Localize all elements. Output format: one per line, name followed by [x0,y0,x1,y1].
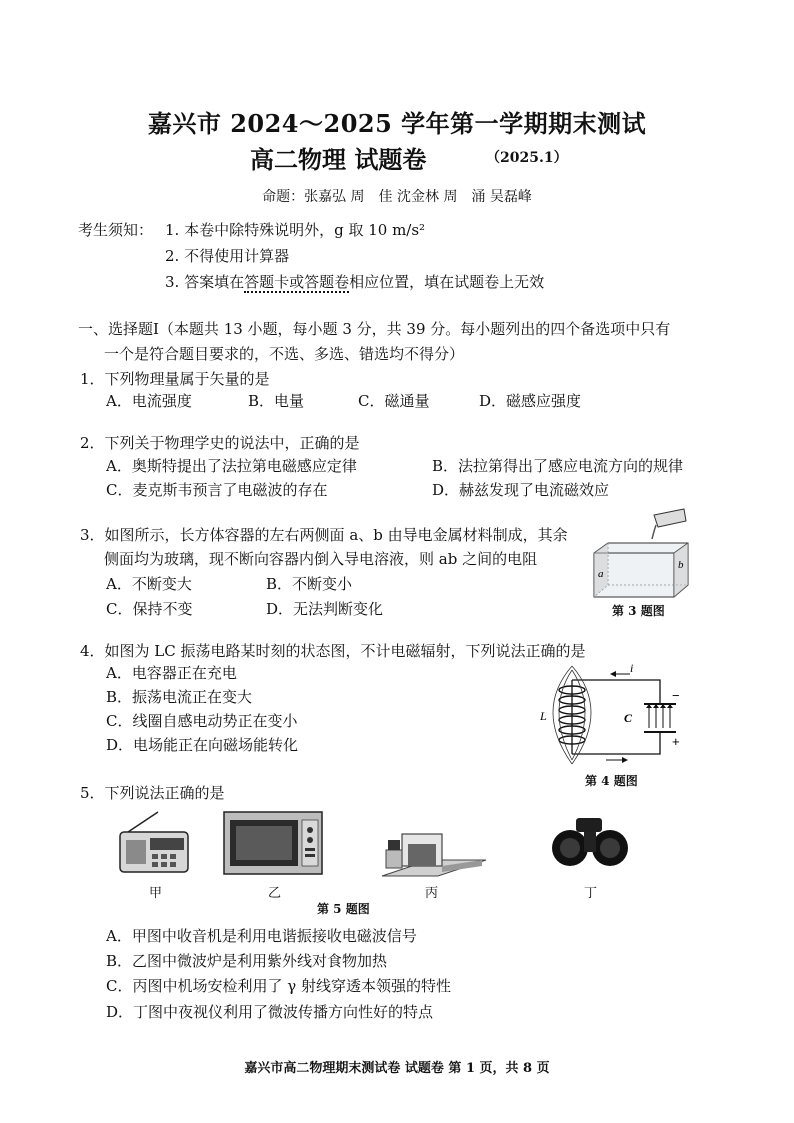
q3-stem-line2: 侧面均为玻璃，现不断向容器内倒入导电溶液，则 ab 之间的电阻 [104,550,538,568]
night-vision-goggles-icon [548,814,634,872]
q5-label-jia: 甲 [149,886,163,901]
page-footer: 嘉兴市高二物理期末测试卷 试题卷 第 1 页，共 8 页 [244,1061,550,1076]
night-vision-image [548,814,634,872]
authors-line: 命题：张嘉弘 周 佳 沈金林 周 涌 吴磊峰 [262,189,532,205]
rectangular-container-icon [594,543,688,597]
notice-item-3-pre: 3. 答案填在 [165,273,245,291]
current-label-i: i [630,661,634,675]
q5-option-a: A．甲图中收音机是利用电谐振接收电磁波信号 [106,927,417,945]
exam-title: 嘉兴市 2024～2025 学年第一学期期末测试 [147,109,647,138]
q1-option-d: D．磁感应强度 [479,392,582,410]
q2-option-d: D．赫兹发现了电流磁效应 [432,481,610,499]
q2-option-c: C．麦克斯韦预言了电磁波的存在 [106,481,328,499]
q5-option-c: C．丙图中机场安检利用了 γ 射线穿透本领强的特性 [106,977,451,995]
notice-label: 考生须知： [78,221,154,239]
capacitor-icon [644,704,676,732]
notice-item-1: 1. 本卷中除特殊说明外，g 取 10 m/s² [165,221,426,239]
notice-item-3-post: 相应位置，填在试题卷上无效 [349,273,545,291]
q5-label-bing: 丙 [425,886,439,901]
q5-option-d: D．丁图中夜视仪利用了微波传播方向性好的特点 [106,1003,434,1021]
security-scanner-image [378,820,488,886]
q3-option-b: B．不断变小 [266,575,353,593]
inductor-label-L: L [540,709,547,723]
notice-item-3 [165,271,544,292]
q4-option-d: D．电场能正在向磁场能转化 [106,736,299,754]
q4-stem: 4．如图为 LC 振荡电路某时刻的状态图，不计电磁辐射，下列说法正确的是 [80,642,586,660]
q4-caption: 第 4 题图 [585,774,638,788]
section-1-heading: 一、选择题Ⅰ（本题共 13 小题，每小题 3 分，共 39 分。每小题列出的四个备选项中只有 [78,320,671,338]
q2-option-b: B．法拉第得出了感应电流方向的规律 [432,457,684,475]
q1-option-c: C．磁通量 [358,392,430,410]
q1-option-b: B．电量 [248,392,305,410]
notice-item-2: 2. 不得使用计算器 [165,247,290,265]
capacitor-label-C: C [624,711,633,725]
q3-option-c: C．保持不变 [106,600,193,618]
q4-option-a: A．电容器正在充电 [106,664,237,682]
q3-label-b: b [678,559,684,571]
radio-icon [118,810,192,874]
q5-caption: 第 5 题图 [317,902,370,916]
microwave-image [222,808,326,878]
exam-date: （2025.1） [486,150,568,166]
notice-item-3-emphasis: 答题卡或答题卷 [244,273,350,291]
q4-figure-container [532,660,692,770]
q5-label-yi: 乙 [268,886,282,901]
q3-container-figure [588,505,698,615]
lc-circuit-figure [532,660,692,770]
pouring-beaker-icon [652,509,686,539]
q3-caption: 第 3 题图 [612,604,665,618]
capacitor-minus-sign: − [672,688,680,703]
section-1-heading-cont: 一个是符合题目要求的，不选、多选、错选均不得分） [104,345,465,363]
exam-subtitle: 高二物理 试题卷 [250,145,427,174]
q3-figure-container [588,505,698,615]
q2-option-a: A．奥斯特提出了法拉第电磁感应定律 [106,457,357,475]
q1-option-a: A．电流强度 [106,392,192,410]
q5-option-b: B．乙图中微波炉是利用紫外线对食物加热 [106,952,388,970]
radio-image [118,810,192,874]
q3-option-a: A．不断变大 [106,575,192,593]
q2-stem: 2．下列关于物理学史的说法中，正确的是 [80,434,360,452]
q3-option-d: D．无法判断变化 [266,600,384,618]
microwave-icon [222,808,326,878]
q1-stem: 1．下列物理量属于矢量的是 [80,370,270,388]
q3-label-a: a [598,568,604,580]
q4-option-c: C．线圈自感电动势正在变小 [106,712,298,730]
capacitor-plus-sign: + [672,734,680,749]
xray-scanner-icon [378,820,488,886]
q5-label-ding: 丁 [584,886,598,901]
circuit-wire-bottom [572,732,660,754]
q3-stem-line1: 3．如图所示，长方体容器的左右两侧面 a、b 由导电金属材料制成，其余 [80,526,568,544]
q4-option-b: B．振荡电流正在变大 [106,688,253,706]
q5-stem: 5．下列说法正确的是 [80,784,225,802]
